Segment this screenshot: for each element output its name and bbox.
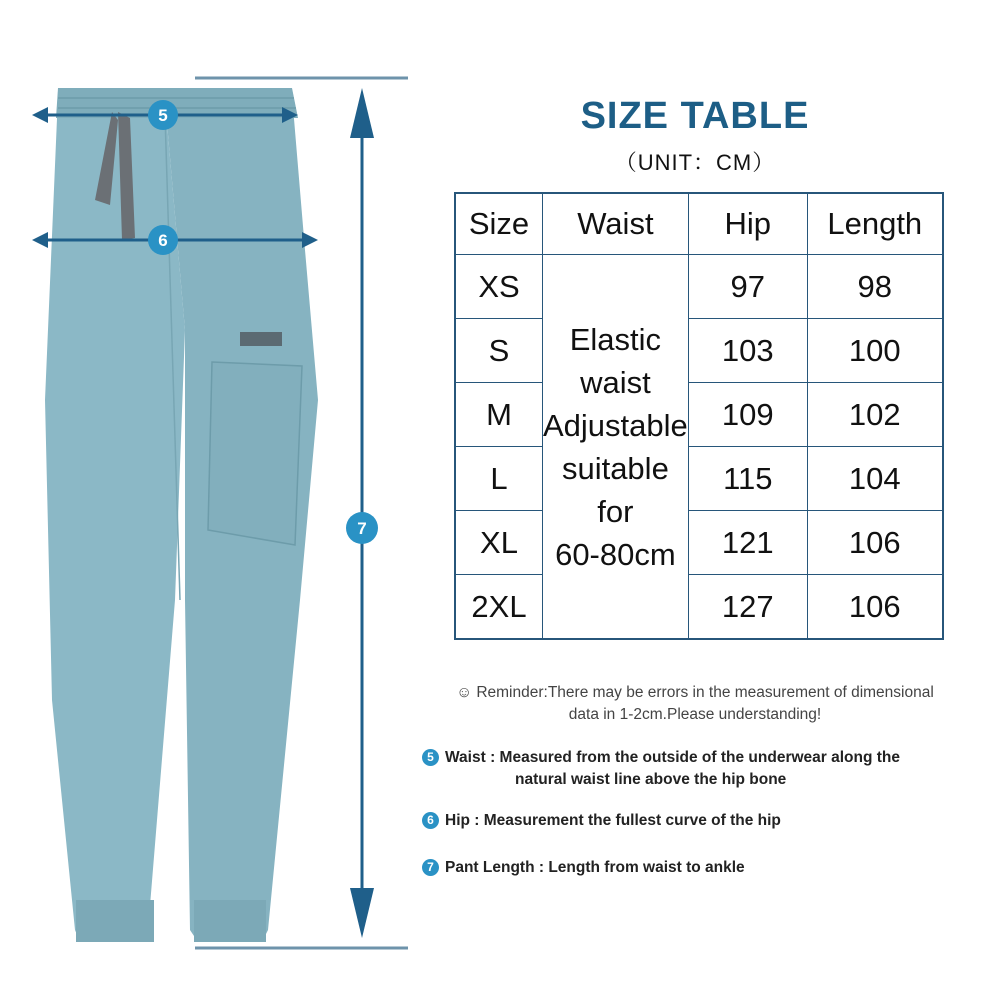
waist-marker-number: 5: [158, 106, 168, 125]
size-cell: L: [455, 447, 543, 511]
length-cell: 104: [807, 447, 943, 511]
size-table-title: SIZE TABLE: [580, 95, 810, 137]
waist-note-line: Elastic waist: [569, 321, 662, 400]
hip-cell: 103: [688, 319, 807, 383]
pants-right-cuff: [194, 900, 266, 942]
pants-left-cuff: [76, 900, 154, 942]
table-row: [455, 575, 943, 640]
waist-note-line: Adjustable: [543, 407, 688, 443]
hip-number-badge: 6: [422, 812, 439, 829]
hip-cell: 115: [688, 447, 807, 511]
hip-cell: 121: [688, 511, 807, 575]
length-number-badge: 7: [422, 859, 439, 876]
size-cell: 2XL: [455, 575, 543, 640]
waist-note-line: 60-80cm: [555, 536, 676, 572]
length-cell: 100: [807, 319, 943, 383]
pants-left-leg: [45, 95, 185, 942]
header-hip: Hip: [688, 193, 807, 255]
size-cell: XS: [455, 255, 543, 319]
size-cell: M: [455, 383, 543, 447]
waist-number-badge: 5: [422, 749, 439, 766]
hip-cell: 127: [688, 575, 807, 640]
hip-cell: 97: [688, 255, 807, 319]
size-cell: XL: [455, 511, 543, 575]
pants-illustration: [0, 0, 420, 1000]
reminder-line: ☺ Reminder:There may be errors in the measurement of dimensional: [456, 684, 934, 701]
waist-note-continuation: natural waist line above the hip bone: [515, 771, 787, 788]
header-size: Size: [455, 193, 543, 255]
length-marker-number: 7: [357, 519, 367, 538]
header-waist: Waist: [543, 193, 689, 255]
cargo-pocket: [208, 362, 302, 545]
table-row: [455, 383, 943, 447]
table-row: [455, 319, 943, 383]
length-note-text: Pant Length : Length from waist to ankle: [445, 859, 745, 876]
table-row: [455, 255, 943, 319]
length-note: [422, 857, 745, 879]
hip-note-text: Hip : Measurement the fullest curve of the hip: [445, 812, 781, 829]
hip-cell: 109: [688, 383, 807, 447]
size-table: [454, 192, 944, 640]
reminder-note: [410, 682, 980, 726]
length-cell: 102: [807, 383, 943, 447]
unit-label: （UNIT：CM）: [614, 150, 776, 175]
table-row: [455, 447, 943, 511]
waist-note-cell: [543, 255, 689, 640]
hip-marker-number: 6: [158, 231, 168, 250]
hip-note: [422, 810, 781, 832]
waist-note-line: suitable for: [561, 450, 669, 529]
waist-note: [422, 747, 900, 791]
size-cell: S: [455, 319, 543, 383]
waist-note-text: Waist : Measured from the outside of the underwear along the: [445, 749, 901, 766]
length-cell: 106: [807, 511, 943, 575]
length-cell: 98: [807, 255, 943, 319]
table-row: [455, 511, 943, 575]
length-cell: 106: [807, 575, 943, 640]
reminder-line: data in 1-2cm.Please understanding!: [568, 706, 822, 723]
header-length: Length: [807, 193, 943, 255]
label-tag: [240, 332, 282, 346]
table-header-row: [455, 193, 943, 255]
